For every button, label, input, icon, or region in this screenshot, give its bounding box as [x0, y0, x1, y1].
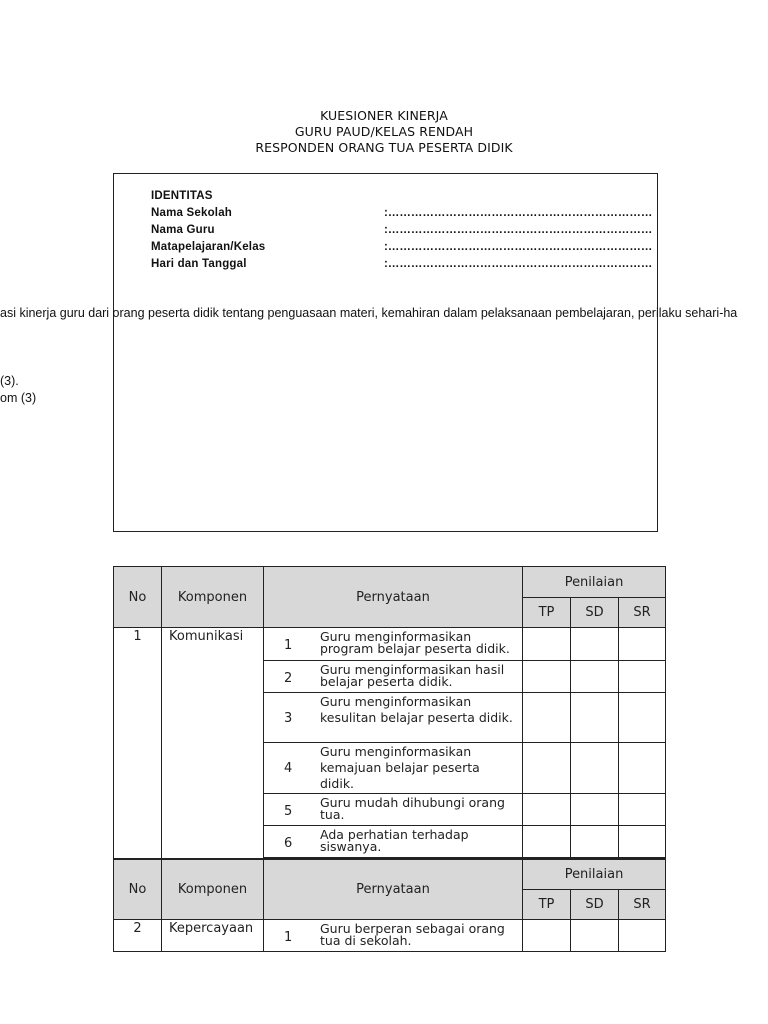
- rating-sd-cell[interactable]: [571, 920, 619, 952]
- table-row: [264, 794, 523, 826]
- header-penilaian-2: Penilaian: [523, 859, 666, 890]
- section2-komponen: Kepercayaan: [162, 920, 264, 952]
- rating-sd-cell[interactable]: [571, 693, 619, 743]
- rating-sd-cell[interactable]: [571, 794, 619, 826]
- item-statement: Guru mudah dihubungi orang tua.: [320, 795, 505, 822]
- header-komponen-2: Komponen: [162, 859, 264, 920]
- overflow-instruction-text: asi kinerja guru dari orang peserta didik tentang penguasaan materi, kemahiran dalam pelaksanaan pembelajaran, perilaku sehari-ha: [0, 306, 738, 320]
- rating-sd-cell[interactable]: [571, 661, 619, 693]
- header-sd-2: SD: [571, 890, 619, 920]
- value-nama-guru: :……………………………………………………………: [384, 224, 653, 236]
- assessment-table: [113, 566, 666, 952]
- header-pernyataan: Pernyataan: [264, 567, 523, 628]
- rating-tp-cell[interactable]: [523, 628, 571, 661]
- rating-sr-cell[interactable]: [619, 794, 666, 826]
- header-no-2: No: [114, 859, 162, 920]
- rating-sr-cell[interactable]: [619, 693, 666, 743]
- item-number: 1: [284, 930, 293, 945]
- rating-sr-cell[interactable]: [619, 628, 666, 661]
- item-number: 1: [284, 638, 293, 653]
- item-statement: Guru menginformasikan program belajar peserta didik.: [320, 629, 510, 656]
- doc-title-line1: KUESIONER KINERJA: [320, 108, 448, 123]
- header-tp-2: TP: [523, 890, 571, 920]
- item-number: 2: [284, 671, 293, 686]
- header-sr: SR: [619, 598, 666, 628]
- section1-komponen: Komunikasi: [162, 628, 264, 859]
- item-number: 5: [284, 804, 293, 819]
- label-nama-sekolah: Nama Sekolah: [151, 207, 233, 219]
- identity-heading: IDENTITAS: [151, 190, 213, 202]
- rating-tp-cell[interactable]: [523, 743, 571, 794]
- rating-tp-cell[interactable]: [523, 693, 571, 743]
- header-no: No: [114, 567, 162, 628]
- table-row: [264, 826, 523, 859]
- item-statement: Guru menginformasikan kesulitan belajar peserta didik.: [320, 694, 513, 725]
- rating-tp-cell[interactable]: [523, 826, 571, 859]
- item-statement: Guru menginformasikan hasil belajar peserta didik.: [320, 662, 505, 689]
- rating-sd-cell[interactable]: [571, 628, 619, 661]
- rating-sr-cell[interactable]: [619, 920, 666, 952]
- overflow-text-line2: (3).: [0, 374, 19, 388]
- header-tp: TP: [523, 598, 571, 628]
- overflow-text-container: [0, 306, 768, 324]
- header-sd: SD: [571, 598, 619, 628]
- rating-tp-cell[interactable]: [523, 920, 571, 952]
- header-pernyataan-2: Pernyataan: [264, 859, 523, 920]
- item-statement: Guru menginformasikan kemajuan belajar peserta didik.: [320, 744, 480, 791]
- item-number: 6: [284, 836, 293, 851]
- section1-no: 1: [114, 628, 162, 859]
- rating-sd-cell[interactable]: [571, 743, 619, 794]
- header-sr-2: SR: [619, 890, 666, 920]
- table-row: [264, 693, 523, 743]
- rating-sd-cell[interactable]: [571, 826, 619, 859]
- value-matapelajaran: :……………………………………………………………: [384, 241, 653, 253]
- rating-sr-cell[interactable]: [619, 826, 666, 859]
- rating-tp-cell[interactable]: [523, 794, 571, 826]
- rating-sr-cell[interactable]: [619, 743, 666, 794]
- rating-sr-cell[interactable]: [619, 661, 666, 693]
- table-row: [264, 743, 523, 794]
- label-nama-guru: Nama Guru: [151, 224, 215, 236]
- label-matapelajaran: Matapelajaran/Kelas: [151, 241, 266, 253]
- section2-no: 2: [114, 920, 162, 952]
- label-hari-tanggal: Hari dan Tanggal: [151, 258, 247, 270]
- table-row: [264, 661, 523, 693]
- value-hari-tanggal: :……………………………………………………………: [384, 258, 653, 270]
- doc-title-line3: RESPONDEN ORANG TUA PESERTA DIDIK: [255, 140, 513, 155]
- header-komponen: Komponen: [162, 567, 264, 628]
- doc-title-line2: GURU PAUD/KELAS RENDAH: [294, 124, 474, 139]
- item-statement: Ada perhatian terhadap siswanya.: [320, 827, 469, 854]
- rating-tp-cell[interactable]: [523, 661, 571, 693]
- table-row: [264, 628, 523, 661]
- header-penilaian: Penilaian: [523, 567, 666, 598]
- item-statement: Guru berperan sebagai orang tua di sekolah.: [320, 921, 505, 948]
- overflow-text-line3: om (3): [0, 391, 37, 405]
- table-row: [264, 920, 523, 952]
- item-number: 3: [284, 711, 293, 726]
- item-number: 4: [284, 761, 293, 776]
- value-nama-sekolah: :……………………………………………………………: [384, 207, 653, 219]
